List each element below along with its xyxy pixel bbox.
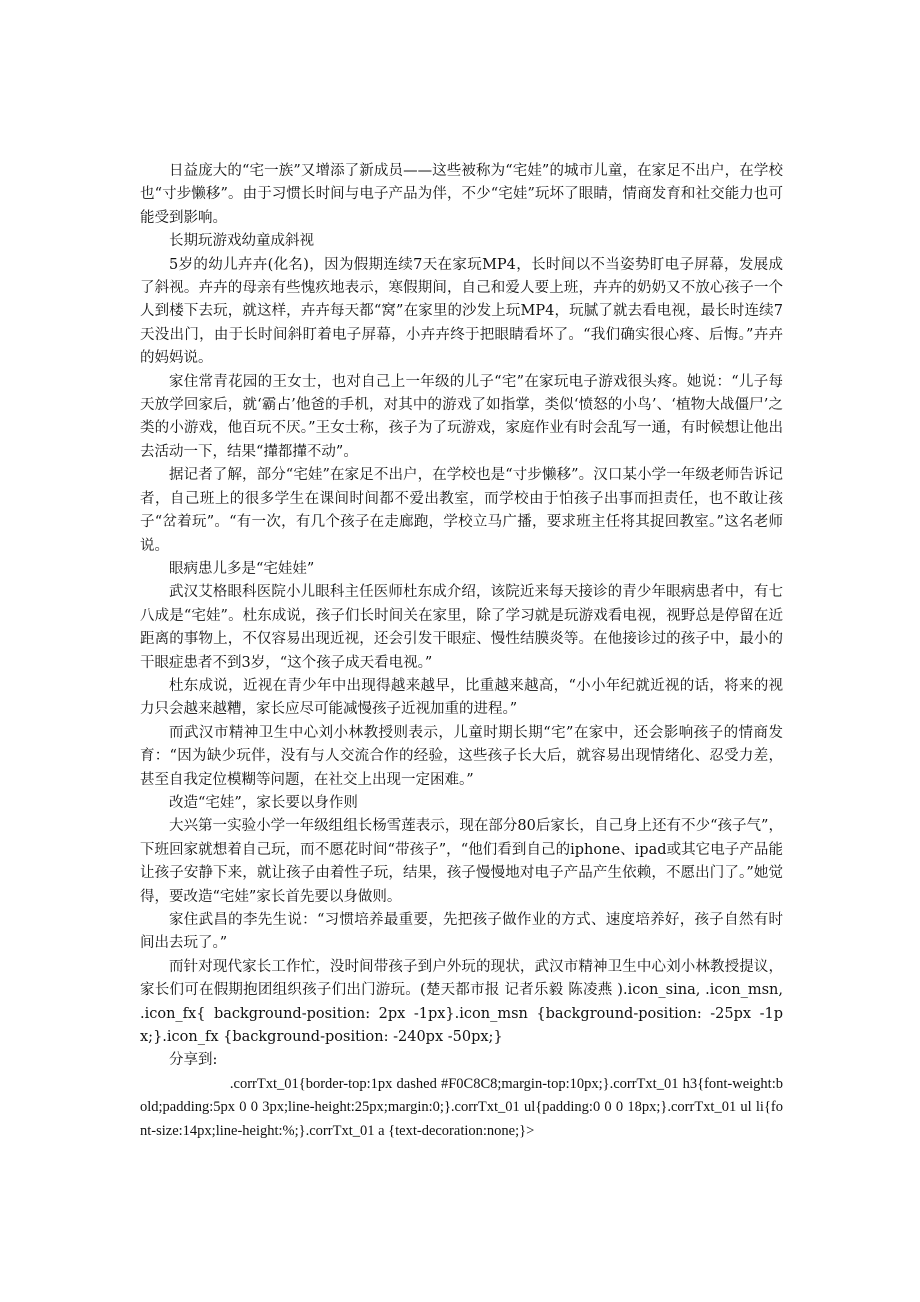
section-heading-eye-disease: 眼病患儿多是“宅娃娃” (169, 560, 315, 577)
paragraph-liu-xiaolin: 而武汉市精神卫生中心刘小林教授则表示，儿童时期长期“宅”在家中，还会影响孩子的情商发育：“因为缺少玩伴，没有与人交流合作的经验，这些孩子长大后，就容易出现情绪化、忍受力差，甚至自我定位模糊等问题，在社交上出现一定困难。” (140, 724, 783, 788)
paragraph-mr-li: 家住武昌的李先生说：“习惯培养最重要，先把孩子做作业的方式、速度培养好，孩子自然有时间出去玩了。” (140, 912, 783, 952)
article-body (140, 160, 783, 1143)
paragraph-huihui: 5岁的幼儿卉卉(化名)，因为假期连续7天在家玩MP4，长时间以不当姿势盯电子屏幕，发展成了斜视。卉卉的母亲有些愧疚地表示，寒假期间，自己和爱人要上班，卉卉的奶奶又不放心孩子一个人到楼下去玩，就这样，卉卉每天都“窝”在家里的沙发上玩MP4，玩腻了就去看电视，最长时连续7天没出门，由于长时间斜盯着电子屏幕，小卉卉终于把眼睛看坏了。“我们确实很心疼、后悔。”卉卉的妈妈说。 (140, 256, 783, 367)
css-residue-text: .corrTxt_01{border-top:1px dashed #F0C8C8;margin-top:10px;}.corrTxt_01 h3{font-weight:bold;padding:5px 0 0 3px;line-height:25px;margin:0;}.corrTxt_01 ul{padding:0 0 0 18px;}.corrTxt_01 ul li{font-size:14px;line-height:%;}.corrTxt_01 a {text-decoration:none;}> (140, 1075, 783, 1139)
section-heading-parents: 改造“宅娃”，家长要以身作则 (169, 794, 358, 811)
paragraph-yang-xuelian: 大兴第一实验小学一年级组组长杨雪莲表示，现在部分80后家长，自己身上还有不少“孩子气”，下班回家就想着自己玩，而不愿花时间“带孩子”，“他们看到自己的iphone、ipad或其它电子产品能让孩子安静下来，就让孩子由着性子玩，结果，孩子慢慢地对电子产品产生依赖，不愿出门了。”她觉得，要改造“宅娃”家长首先要以身做则。 (140, 818, 783, 905)
paragraph-ms-wang: 家住常青花园的王女士，也对自己上一年级的儿子“宅”在家玩电子游戏很头疼。她说：“儿子每天放学回家后，就‘霸占’他爸的手机，对其中的游戏了如指掌，类似‘愤怒的小鸟’、‘植物大战僵尸’之类的小游戏，他百玩不厌。”王女士称，孩子为了玩游戏，家庭作业有时会乱写一通，有时候想让他出去活动一下，结果“攆都攆不动”。 (140, 373, 783, 460)
section-heading-strabismus: 长期玩游戏幼童成斜视 (169, 233, 314, 250)
paragraph-teacher: 据记者了解，部分“宅娃”在家足不出户，在学校也是“寸步懒移”。汉口某小学一年级老师告诉记者，自己班上的很多学生在课间时间都不爱出教室，而学校由于怕孩子出事而担责任，也不敢让孩子“岔着玩”。“有一次，有几个孩子在走廊跑，学校立马广播，要求班主任将其捉回教室。”这名老师说。 (140, 467, 783, 554)
paragraph-du-dongcheng: 武汉艾格眼科医院小儿眼科主任医师杜东成介绍，该院近来每天接诊的青少年眼病患者中，有七八成是“宅娃”。杜东成说，孩子们长时间关在家里，除了学习就是玩游戏看电视，视野总是停留在近距离的事物上，不仅容易出现近视，还会引发干眼症、慢性结膜炎等。在他接诊过的孩子中，最小的干眼症患者不到3岁，“这个孩子成天看电视。” (140, 584, 783, 671)
share-label: 分享到: (169, 1052, 218, 1069)
paragraph-suggestion: 而针对现代家长工作忙，没时间带孩子到户外玩的现状，武汉市精神卫生中心刘小林教授提议，家长们可在假期抱团组织孩子们出门游玩。(楚天都市报 记者乐毅 陈凌燕 ).icon_sina, .icon_msn, .icon_fx{ background-position: 2px -1px}.icon_msn {background-position: -25px -1px;}.icon_fx {background-position: -240px -50px;} (140, 958, 783, 1046)
paragraph-myopia: 杜东成说，近视在青少年中出现得越来越早，比重越来越高，“小小年纪就近视的话，将来的视力只会越来越糟，家长应尽可能减慢孩子近视加重的进程。” (140, 677, 783, 718)
intro-paragraph: 日益庞大的“宅一族”又增添了新成员——这些被称为“宅娃”的城市儿童，在家足不出户，在学校也“寸步懒移”。由于习惯长时间与电子产品为伴，不少“宅娃”玩坏了眼睛，情商发育和社交能力也可能受到影响。 (140, 163, 783, 226)
